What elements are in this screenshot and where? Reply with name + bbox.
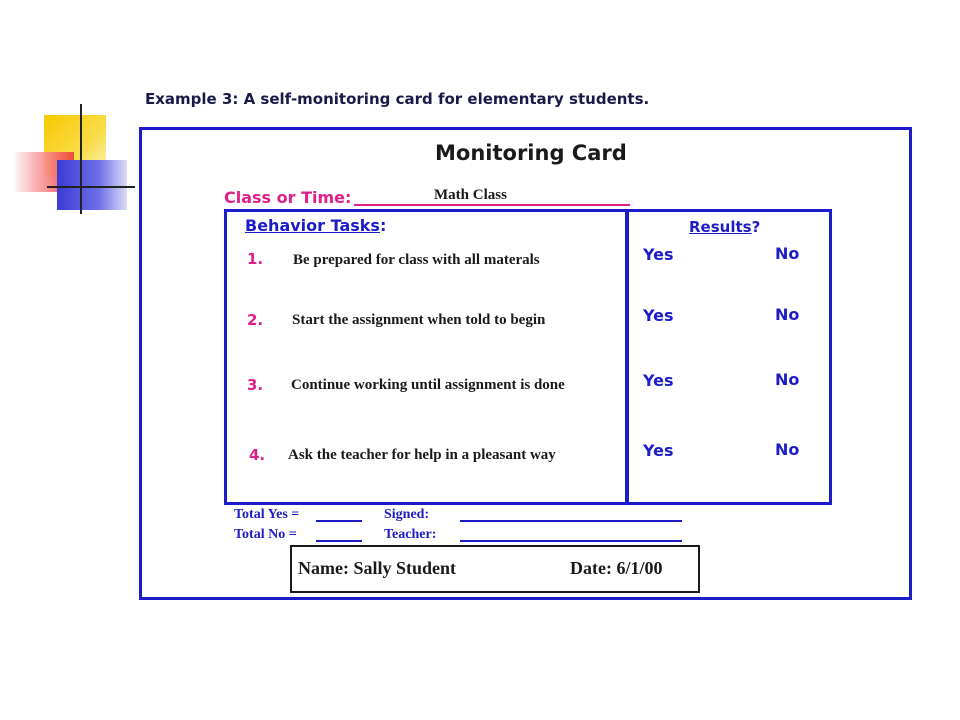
class-or-time-label: Class or Time: [224,188,352,207]
task-number: 2. [247,311,264,329]
result-no: No [775,370,800,389]
result-no: No [775,440,800,459]
result-yes: Yes [643,306,674,325]
teacher-label: Teacher: [384,527,437,542]
horizontal-line-shape [47,186,135,188]
task-text: Be prepared for class with all materals [293,252,540,268]
result-yes: Yes [643,245,674,264]
total-no-label: Total No = [234,527,297,542]
result-no: No [775,244,800,263]
monitoring-card [139,127,912,600]
behavior-tasks-heading: Behavior Tasks: [245,216,387,235]
results-box [626,209,832,505]
task-number: 3. [247,376,264,394]
example-caption: Example 3: A self-monitoring card for elementary students. [145,90,650,108]
behavior-tasks-box [224,209,628,505]
total-yes-line [316,520,362,522]
signed-line [460,520,682,522]
vertical-line-shape [80,104,82,214]
teacher-line [460,540,682,542]
result-yes: Yes [643,441,674,460]
task-text: Start the assignment when told to begin [292,312,546,328]
class-value: Math Class [434,187,507,203]
signed-label: Signed: [384,507,430,522]
student-name: Name: Sally Student [298,558,457,578]
total-yes-label: Total Yes = [234,507,300,522]
name-date-box [290,545,700,593]
results-heading: Results? [689,218,761,236]
task-number: 1. [247,250,264,268]
task-text: Ask the teacher for help in a pleasant way [288,447,556,463]
task-number: 4. [249,446,266,464]
total-no-line [316,540,362,542]
card-title: Monitoring Card [435,141,627,165]
class-underline [354,204,630,206]
result-no: No [775,305,800,324]
result-yes: Yes [643,371,674,390]
blue-square-shape [57,160,127,210]
card-date: Date: 6/1/00 [570,558,663,578]
task-text: Continue working until assignment is done [291,377,565,393]
